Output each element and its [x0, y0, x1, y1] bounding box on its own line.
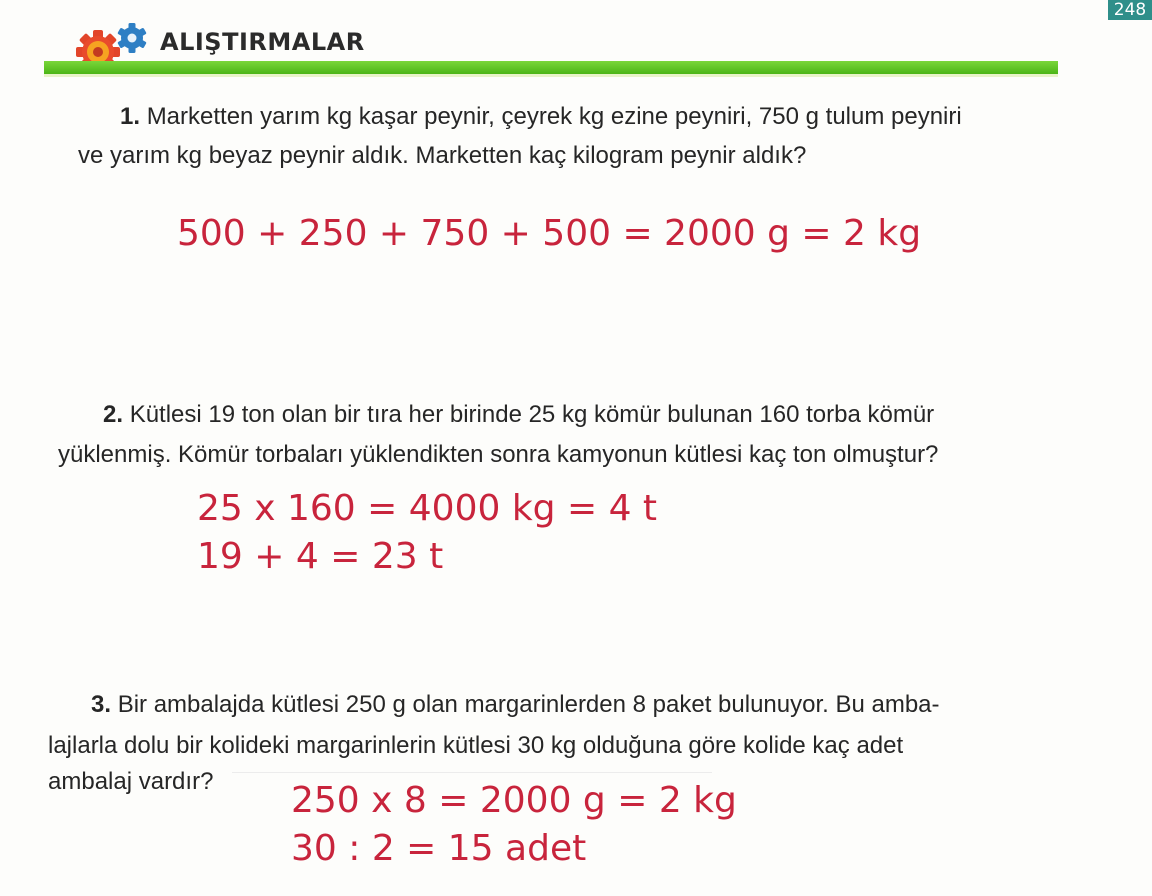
question-1-number: 1.	[120, 103, 141, 130]
question-3-text-1: Bir ambalajda kütlesi 250 g olan margarinlerden 8 paket bulunuyor. Bu amba-	[117, 691, 940, 718]
question-3-line-1	[91, 686, 940, 723]
answer-2-line-2: 19 + 4 = 23 t	[197, 536, 444, 577]
question-1-line-1	[120, 98, 962, 135]
question-1-text-1: Marketten yarım kg kaşar peynir, çeyrek kg ezine peyniri, 750 g tulum peyniri	[146, 103, 962, 130]
answer-3-line-1: 250 x 8 = 2000 g = 2 kg	[291, 780, 737, 821]
page-number: 248	[1108, 0, 1152, 20]
question-2-line-1	[103, 396, 934, 433]
answer-2-line-1: 25 x 160 = 4000 kg = 4 t	[197, 488, 658, 529]
question-3-line-2: lajlarla dolu bir kolideki margarinlerin kütlesi 30 kg olduğuna göre kolide kaç adet	[48, 732, 904, 759]
title-underline	[44, 61, 1058, 77]
divider-line	[232, 772, 712, 773]
answer-3-line-2: 30 : 2 = 15 adet	[291, 828, 587, 869]
answer-1-line-1: 500 + 250 + 750 + 500 = 2000 g = 2 kg	[177, 213, 922, 254]
section-header	[0, 0, 1152, 90]
question-1-line-2: ve yarım kg beyaz peynir aldık. Marketten kaç kilogram peynir aldık?	[78, 142, 807, 169]
question-2-text-1: Kütlesi 19 ton olan bir tıra her birinde 25 kg kömür bulunan 160 torba kömür	[129, 401, 935, 428]
question-2-line-2: yüklenmiş. Kömür torbaları yüklendikten sonra kamyonun kütlesi kaç ton olmuştur?	[58, 441, 939, 468]
question-3-number: 3.	[91, 691, 112, 718]
question-2-number: 2.	[103, 401, 124, 428]
section-title: ALIŞTIRMALAR	[160, 28, 365, 56]
question-3-line-3: ambalaj vardır?	[48, 768, 214, 795]
